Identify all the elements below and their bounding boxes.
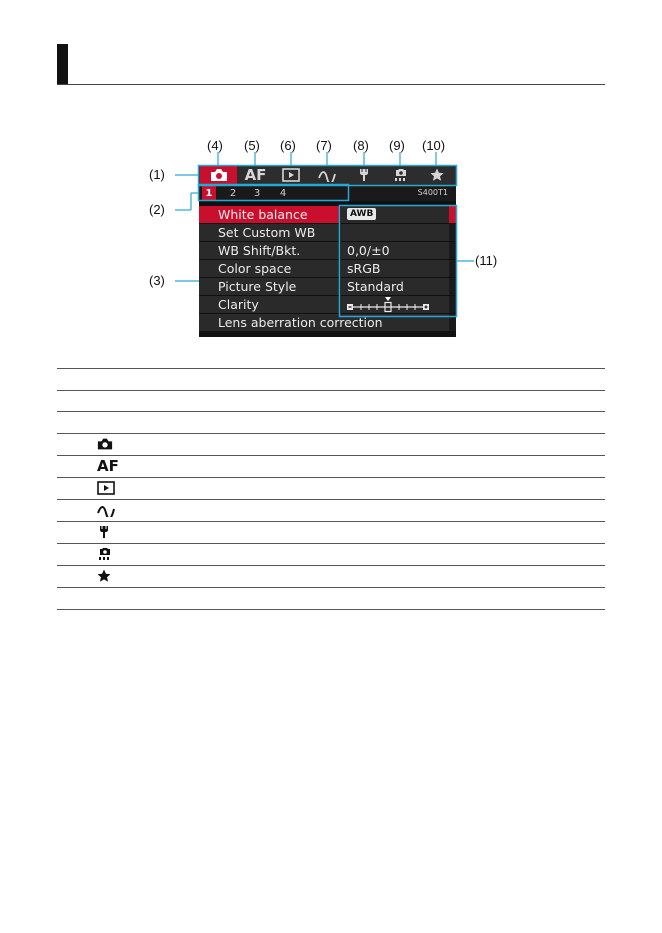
callout-3: (3) <box>149 273 165 288</box>
menu-item-label: Picture Style <box>199 278 340 295</box>
callout-9: (9) <box>389 138 405 153</box>
star-icon <box>97 569 111 583</box>
callout-6: (6) <box>280 138 296 153</box>
page-tab-1[interactable]: 1 <box>202 185 216 201</box>
menu-item-value: Standard <box>341 278 449 295</box>
callout-8: (8) <box>353 138 369 153</box>
menu-item-label: White balance <box>199 206 340 223</box>
callout-5: (5) <box>244 138 260 153</box>
callout-10: (10) <box>422 138 446 153</box>
callout-4: (4) <box>207 138 223 153</box>
camera-icon <box>97 437 113 451</box>
table-row <box>57 390 605 412</box>
table-row <box>57 456 605 478</box>
table-row <box>57 368 605 391</box>
callout-1: (1) <box>149 167 165 182</box>
wireless-icon <box>97 503 115 517</box>
page-tab-3[interactable]: 3 <box>253 187 261 199</box>
table-row <box>57 478 605 500</box>
menu-item-value: 0,0/±0 <box>341 242 449 259</box>
callout-11: (11) <box>475 253 498 268</box>
awb-badge: AWB <box>347 208 376 220</box>
menu-item-label: Color space <box>199 260 340 277</box>
custom-function-icon <box>97 547 113 561</box>
table-row <box>57 522 605 544</box>
menu-item-label: Set Custom WB <box>199 224 340 241</box>
menu-item-label: Clarity <box>199 296 340 313</box>
model-code: S400T1 <box>417 188 448 197</box>
menu-item-label: Lens aberration correction <box>199 314 449 331</box>
af-icon: AF <box>97 457 119 475</box>
page-tab-4[interactable]: 4 <box>279 187 287 199</box>
table-row <box>57 566 605 588</box>
table-row <box>57 588 605 610</box>
table-row <box>57 500 605 522</box>
callout-7: (7) <box>316 138 332 153</box>
table-row <box>57 544 605 566</box>
callout-lines <box>0 0 662 400</box>
page-tab-2[interactable]: 2 <box>229 187 237 199</box>
table-row <box>57 412 605 434</box>
table-row <box>57 434 605 456</box>
callout-2: (2) <box>149 202 165 217</box>
menu-item-label: WB Shift/Bkt. <box>199 242 340 259</box>
menu-item-value: sRGB <box>341 260 449 277</box>
af-icon: AF <box>244 166 267 184</box>
playback-icon <box>97 481 115 495</box>
wrench-icon <box>97 525 111 539</box>
